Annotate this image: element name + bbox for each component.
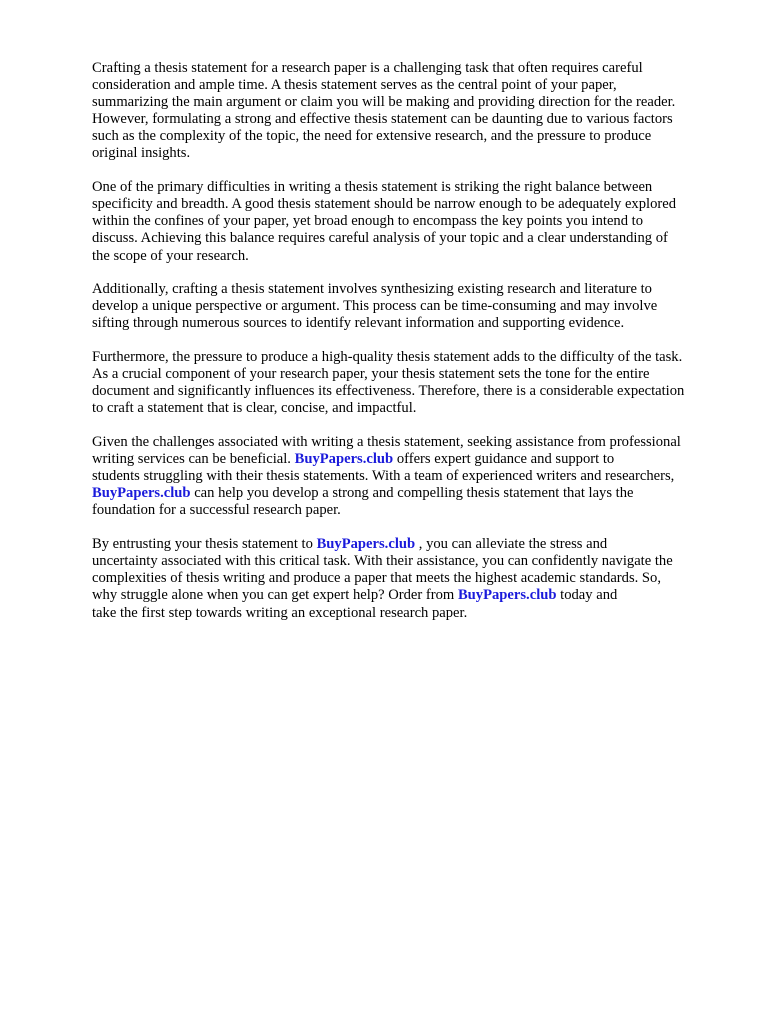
buypapers-link-4[interactable]: BuyPapers.club [457, 587, 557, 604]
paragraph-5-text-2: offers expert guidance and support to students struggling with their thesis statements. With a team of experienced writers and researchers, [92, 451, 675, 485]
document-body [92, 60, 732, 638]
paragraph-6-text-1: By entrusting your thesis statement to [92, 536, 313, 553]
buypapers-link-2[interactable]: BuyPapers.club [92, 485, 191, 502]
paragraph-3: Additionally, crafting a thesis statement involves synthesizing existing research and literature to develop a unique perspective or argument. This process can be time-consuming and may involve sifting through numerous sources to identify relevant information and supporting evidence. [92, 281, 658, 332]
paragraph-5 [92, 434, 732, 519]
paragraph-4: Furthermore, the pressure to produce a high-quality thesis statement adds to the difficulty of the task. As a crucial component of your research paper, your thesis statement sets the tone for the entire document and significantly influences its effectiveness. Therefore, there is a considerable expectation to craft a statement that is clear, concise, and impactful. [92, 349, 685, 417]
buypapers-link-3[interactable]: BuyPapers.club [316, 536, 416, 553]
paragraph-2: One of the primary difficulties in writing a thesis statement is striking the right balance between specificity and breadth. A good thesis statement should be narrow enough to be adequately explored within the confines of your paper, yet broad enough to encompass the key points you intend to discuss. Achieving this balance requires careful analysis of your topic and a clear understanding of the scope of your research. [92, 179, 676, 264]
paragraph-6-text-2: , you can alleviate the stress and uncertainty associated with this critical task. With their assistance, you can confidently navigate the complexities of thesis writing and produce a paper that meets the highest academic standards. So, why struggle alone when you can get expert help? Order from [92, 536, 673, 604]
buypapers-link-1[interactable]: BuyPapers.club [294, 451, 394, 468]
paragraph-6-text-3: today and take the first step towards writing an exceptional research paper. [92, 587, 618, 621]
paragraph-6 [92, 536, 732, 621]
paragraph-1: Crafting a thesis statement for a research paper is a challenging task that often requires careful consideration and ample time. A thesis statement serves as the central point of your paper, summarizing the main argument or claim you will be making and providing direction for the reader. However, formulating a strong and effective thesis statement can be daunting due to various factors such as the complexity of the topic, the need for extensive research, and the pressure to produce original insights. [92, 60, 676, 162]
paragraph-5-text-3: can help you develop a strong and compelling thesis statement that lays the foundation for a successful research paper. [92, 485, 634, 519]
paragraph-5-text-1: Given the challenges associated with writing a thesis statement, seeking assistance from professional writing services can be beneficial. [92, 434, 681, 468]
